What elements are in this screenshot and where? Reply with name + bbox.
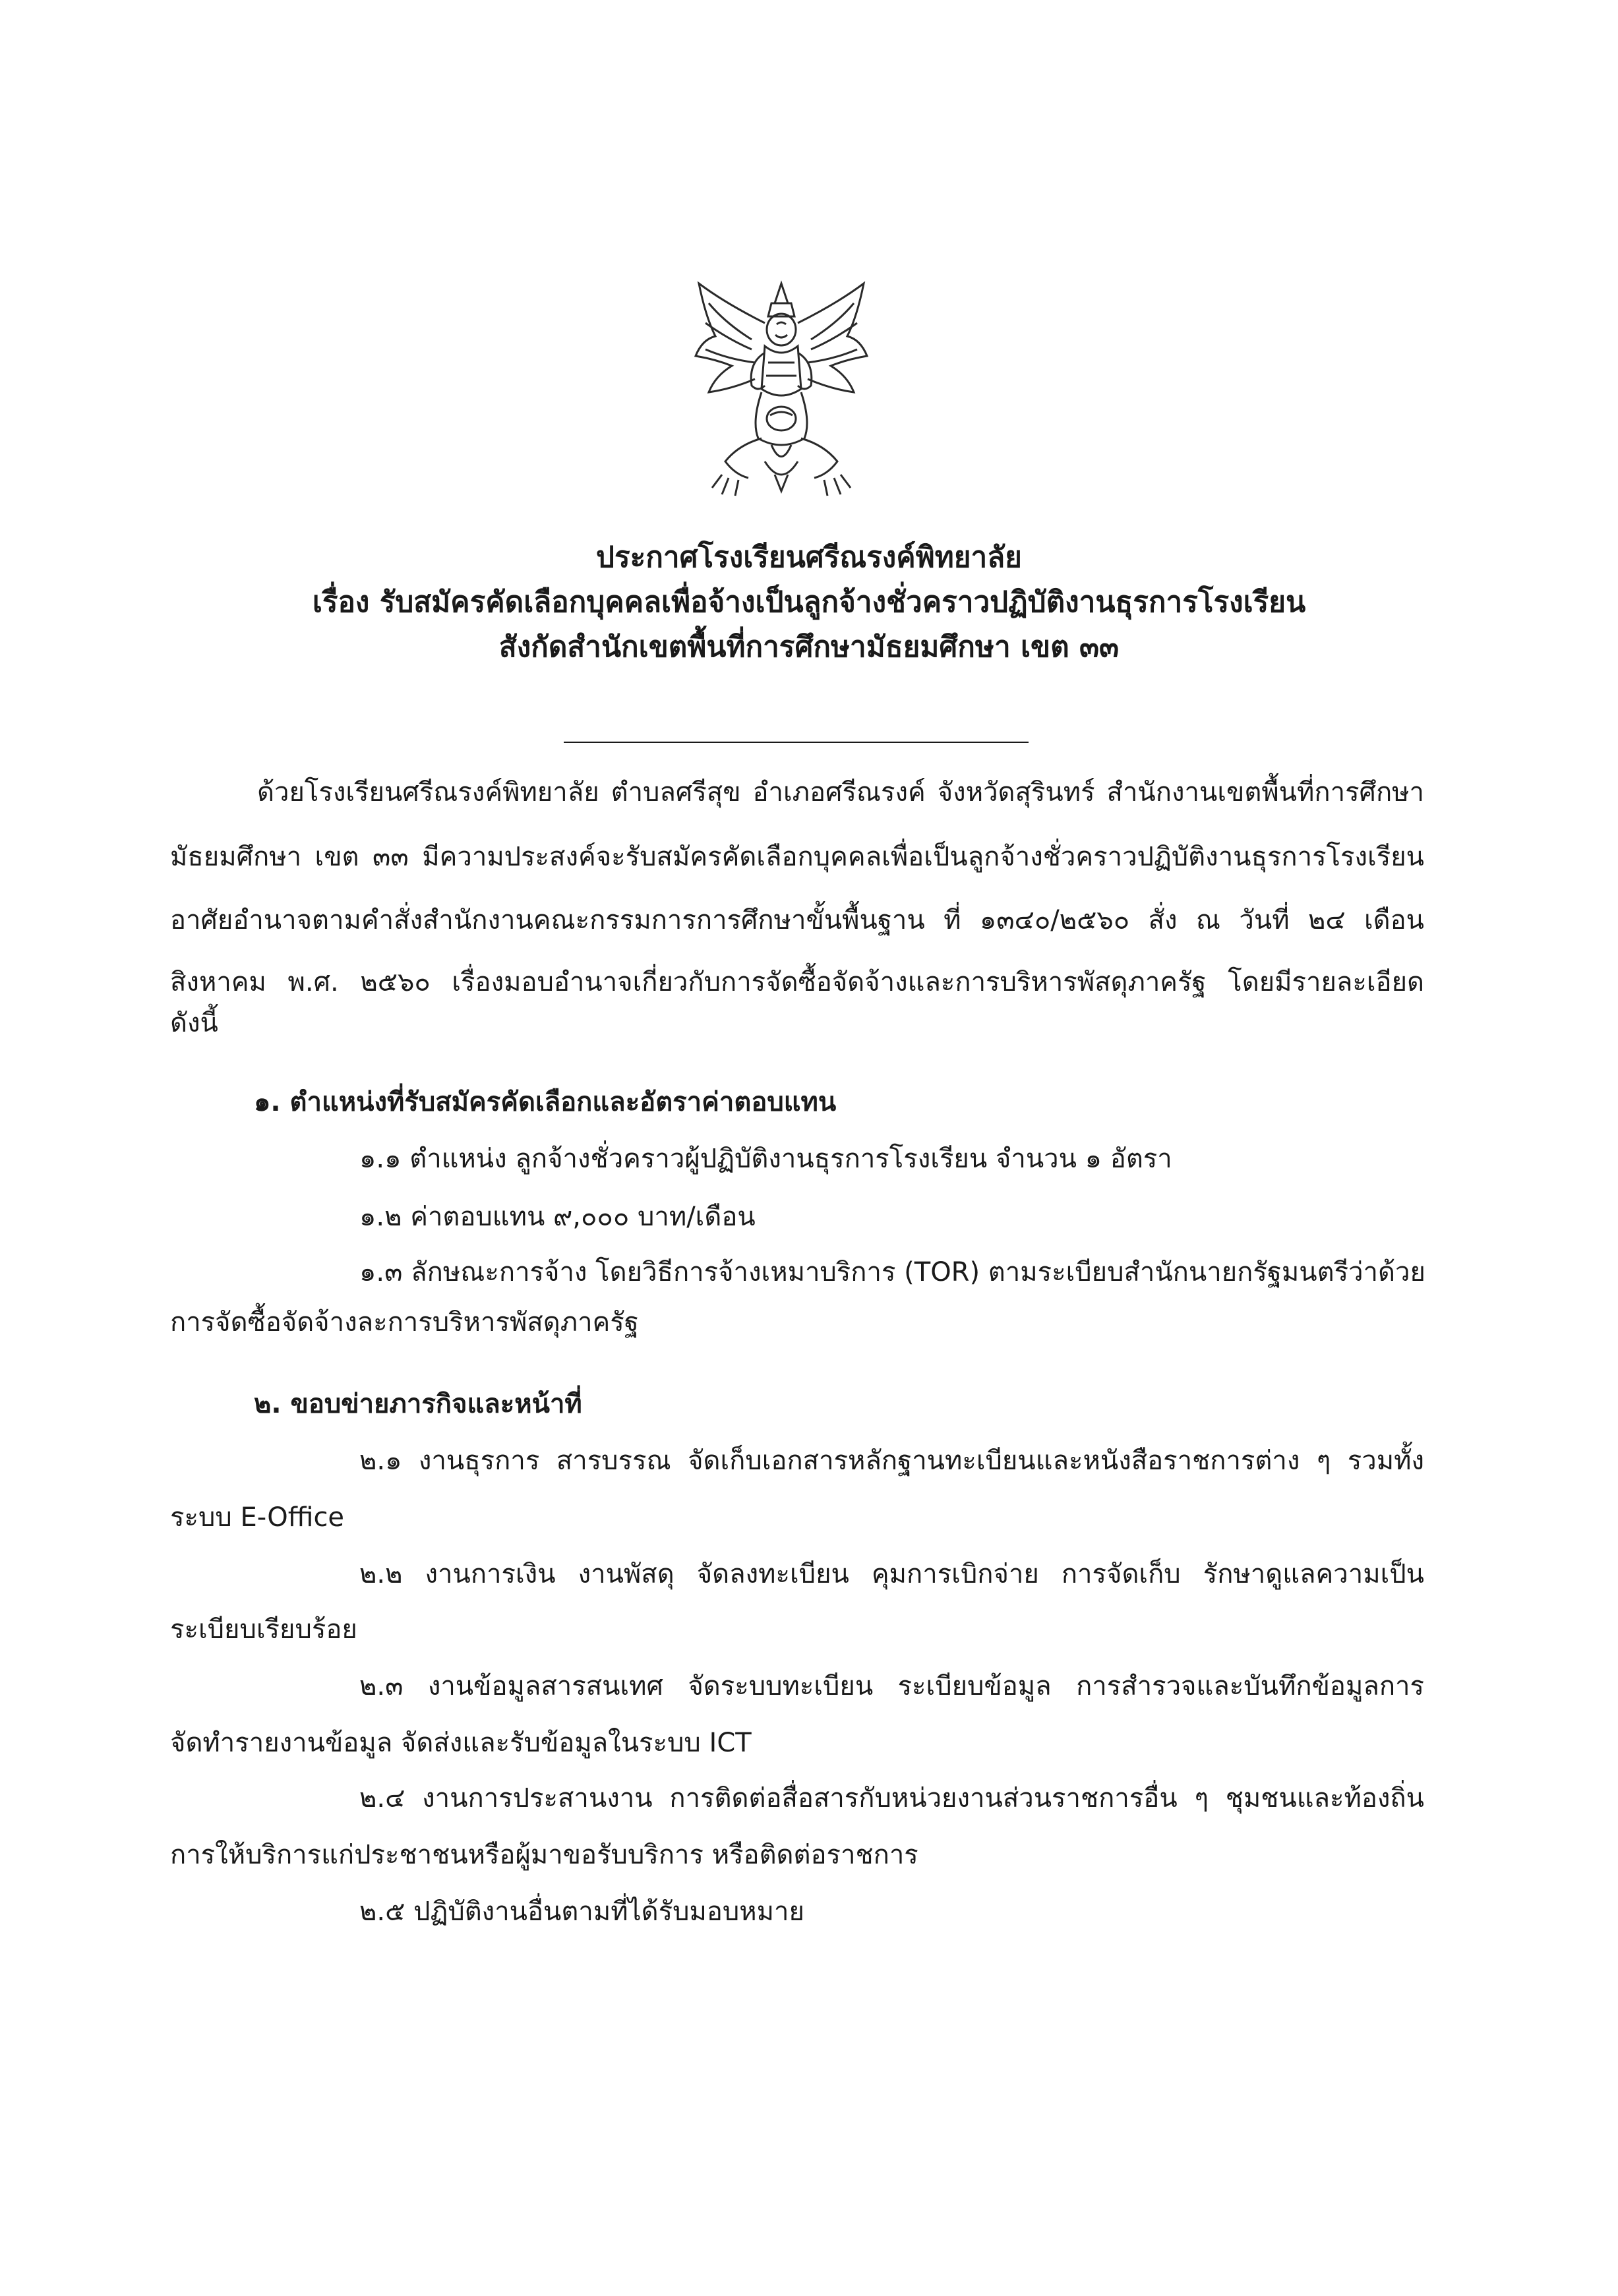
announcement-title (0, 541, 1618, 675)
title-line-3: สังกัดสำนักเขตพื้นที่การศึกษามัธยมศึกษา เขต ๓๓ (498, 630, 1120, 664)
intro-line-1: ด้วยโรงเรียนศรีณรงค์พิทยาลัย ตำบลศรีสุข อำเภอศรีณรงค์ จังหวัดสุรินทร์ สำนักงานเขตพื้นที่การศึกษา (257, 777, 1424, 808)
section-1-item-2: ๑.๒ ค่าตอบแทน ๙,๐๐๐ บาท/เดือน (359, 1202, 756, 1232)
section-2-item-3-line-2: จัดทำรายงานข้อมูล จัดส่งและรับข้อมูลในระบบ ICT (170, 1728, 752, 1758)
section-1-heading: ๑. ตำแหน่งที่รับสมัครคัดเลือกและอัตราค่าตอบแทน (254, 1087, 837, 1117)
intro-line-3: อาศัยอำนาจตามคำสั่งสำนักงานคณะกรรมการการศึกษาขั้นพื้นฐาน ที่ ๑๓๔๐/๒๕๖๐ สั่ง ณ วันที่ ๒๔ เดือน (170, 905, 1424, 935)
section-2-item-4-line-2: การให้บริการแก่ประชาชนหรือผู้มาขอรับบริการ หรือติดต่อราชการ (170, 1840, 918, 1870)
section-2-item-1-line-2: ระบบ E-Office (170, 1502, 345, 1533)
section-1-item-3-line-1: ๑.๓ ลักษณะการจ้าง โดยวิธีการจ้างเหมาบริการ (TOR) ตามระเบียบสำนักนายกรัฐมนตรีว่าด้วย (359, 1257, 1425, 1287)
section-2-item-4-line-1: ๒.๔ งานการประสานงาน การติดต่อสื่อสารกับหน่วยงานส่วนราชการอื่น ๆ ชุมชนและท้องถิ่น (359, 1783, 1424, 1813)
title-line-1: ประกาศโรงเรียนศรีณรงค์พิทยาลัย (596, 541, 1022, 574)
intro-line-5: ดังนี้ (170, 1008, 218, 1038)
section-1-item-1: ๑.๑ ตำแหน่ง ลูกจ้างชั่วคราวผู้ปฏิบัติงานธุรการโรงเรียน จำนวน ๑ อัตรา (359, 1144, 1172, 1174)
section-2-item-5: ๒.๕ ปฏิบัติงานอื่นตามที่ได้รับมอบหมาย (359, 1897, 804, 1927)
section-2-item-2-line-2: ระเบียบเรียบร้อย (170, 1614, 357, 1645)
section-2-item-2-line-1: ๒.๒ งานการเงิน งานพัสดุ จัดลงทะเบียน คุมการเบิกจ่าย การจัดเก็บ รักษาดูแลความเป็น (359, 1559, 1424, 1589)
intro-line-4: สิงหาคม พ.ศ. ๒๕๖๐ เรื่องมอบอำนาจเกี่ยวกับการจัดซื้อจัดจ้างและการบริหารพัสดุภาครัฐ โดยมีรายละเอียด (170, 967, 1424, 997)
garuda-emblem-icon (686, 277, 877, 501)
title-divider (564, 742, 1029, 743)
section-2-item-1-line-1: ๒.๑ งานธุรการ สารบรรณ จัดเก็บเอกสารหลักฐานทะเบียนและหนังสือราชการต่าง ๆ รวมทั้ง (359, 1446, 1424, 1476)
intro-line-2: มัธยมศึกษา เขต ๓๓ มีความประสงค์จะรับสมัครคัดเลือกบุคคลเพื่อเป็นลูกจ้างชั่วคราวปฏิบัติงานธุรการโรงเรียน (170, 842, 1424, 872)
title-line-2: เรื่อง รับสมัครคัดเลือกบุคคลเพื่อจ้างเป็นลูกจ้างชั่วคราวปฏิบัติงานธุรการโรงเรียน (312, 585, 1306, 619)
section-1-item-3-line-2: การจัดซื้อจัดจ้างละการบริหารพัสดุภาครัฐ (170, 1307, 639, 1338)
section-2-heading: ๒. ขอบข่ายภารกิจและหน้าที่ (254, 1389, 582, 1419)
section-2-item-3-line-1: ๒.๓ งานข้อมูลสารสนเทศ จัดระบบทะเบียน ระเบียบข้อมูล การสำรวจและบันทึกข้อมูลการ (359, 1671, 1424, 1701)
